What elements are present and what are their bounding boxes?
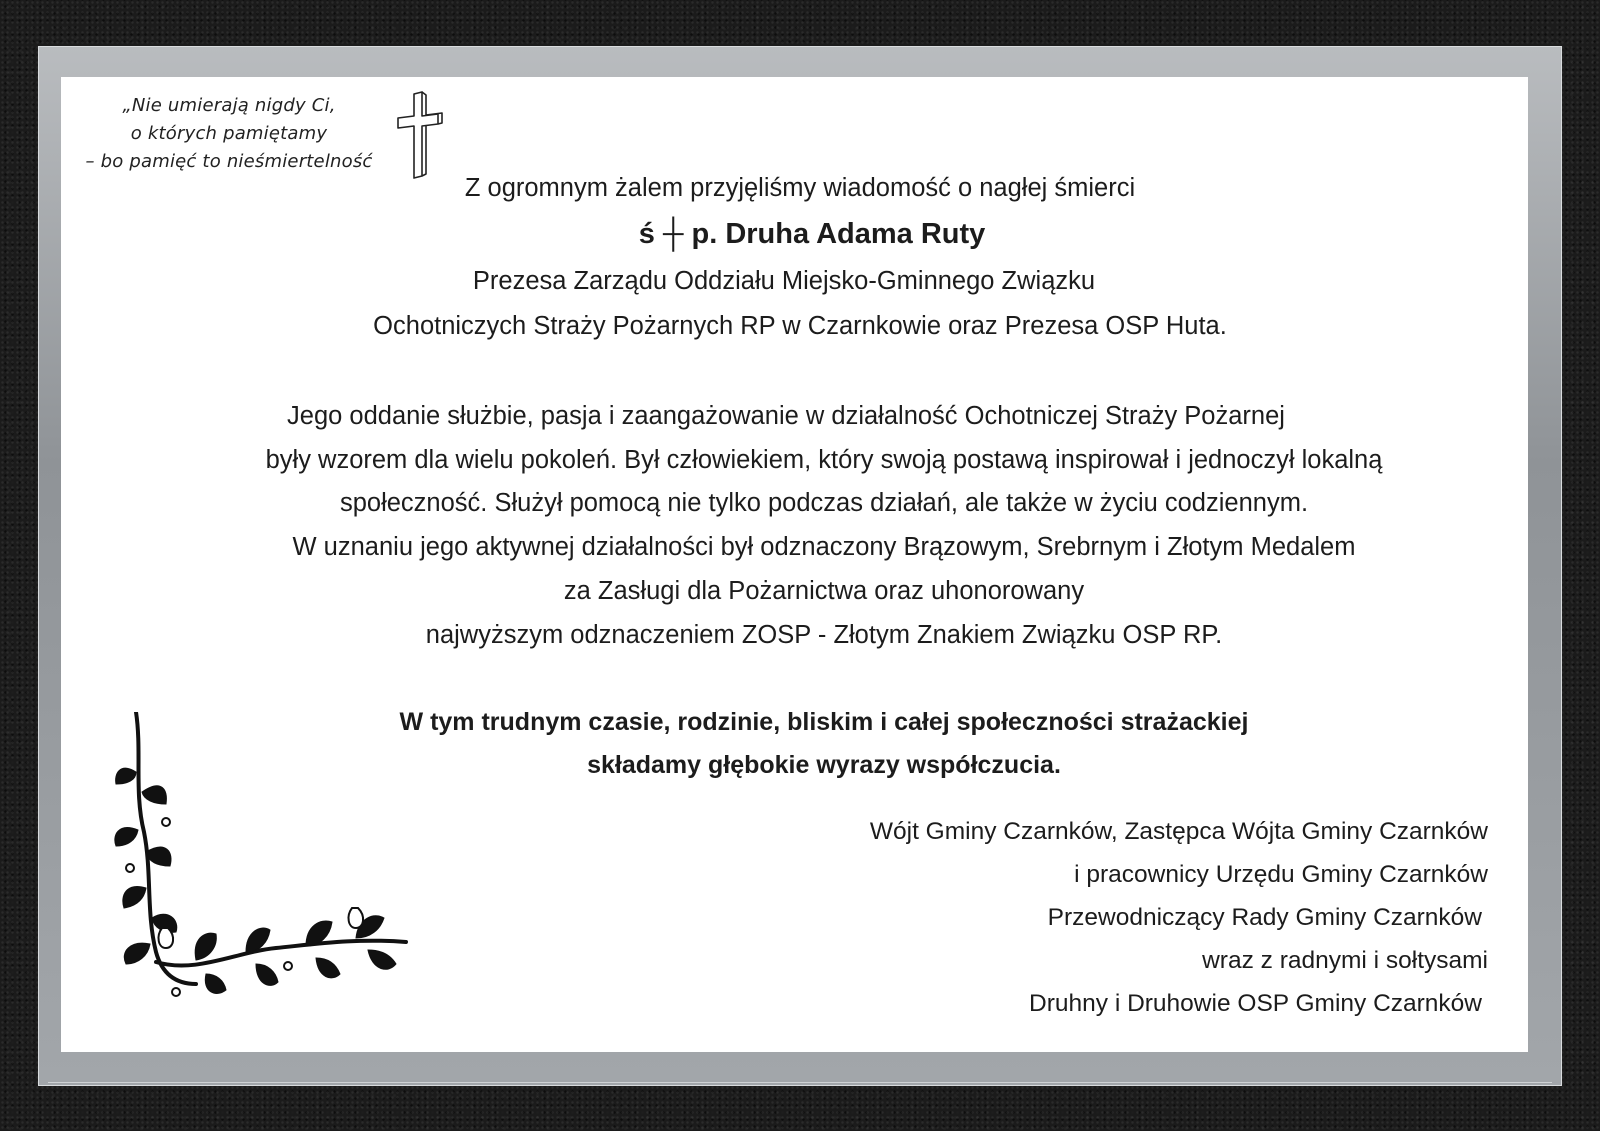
signature-line-5: Druhny i Druhowie OSP Gminy Czarnków [1029,990,1482,1017]
intro-line: Z ogromnym żalem przyjęliśmy wiadomość o nagłej śmierci [464,174,1136,202]
signature-line-1: Wójt Gminy Czarnków, Zastępca Wójta Gminy Czarnków [869,818,1488,845]
cross-icon [392,90,452,182]
quote-line-3: – bo pamięć to nieśmiertelność [85,151,373,172]
quote-line-2: o których pamiętamy [130,123,328,144]
position-line-1: Prezesa Zarządu Oddziału Miejsko-Gminnego Związku [472,267,1096,295]
body-line-6: najwyższym odznaczeniem ZOSP - Złotym Znakiem Związku OSP RP. [425,621,1223,649]
memorial-quote [64,92,394,176]
quote-line-1: „Nie umierają nigdy Ci, [122,95,336,116]
signature-line-4: wraz z radnymi i sołtysami [1202,947,1488,974]
body-line-4: W uznaniu jego aktywnej działalności był odznaczony Brązowym, Srebrnym i Złotym Medalem [292,533,1356,561]
body-line-5: za Zasługi dla Pożarnictwa oraz uhonorowany [563,577,1085,605]
signature-line-3: Przewodniczący Rady Gminy Czarnków [1047,904,1482,931]
floral-vine-decoration [106,712,426,1012]
body-line-2: były wzorem dla wielu pokoleń. Był człowiekiem, który swoją postawą inspirował i jednoczył lokalną [265,446,1383,474]
position-line-2: Ochotniczych Straży Pożarnych RP w Czarnkowie oraz Prezesa OSP Huta. [373,312,1227,340]
condolences-line-1: W tym trudnym czasie, rodzinie, bliskim i całej społeczności strażackiej [399,708,1249,736]
signature-line-2: i pracownicy Urzędu Gminy Czarnków [1074,861,1488,888]
body-line-3: społeczność. Służył pomocą nie tylko podczas działań, ale także w życiu codziennym. [339,489,1309,517]
body-line-1: Jego oddanie służbie, pasja i zaangażowanie w działalność Ochotniczej Straży Pożarnej [287,402,1285,430]
condolences-line-2: składamy głębokie wyrazy współczucia. [587,751,1061,779]
frame-edge-line [48,1082,1552,1083]
deceased-name: ś ┼ p. Druha Adama Ruty [638,218,986,250]
